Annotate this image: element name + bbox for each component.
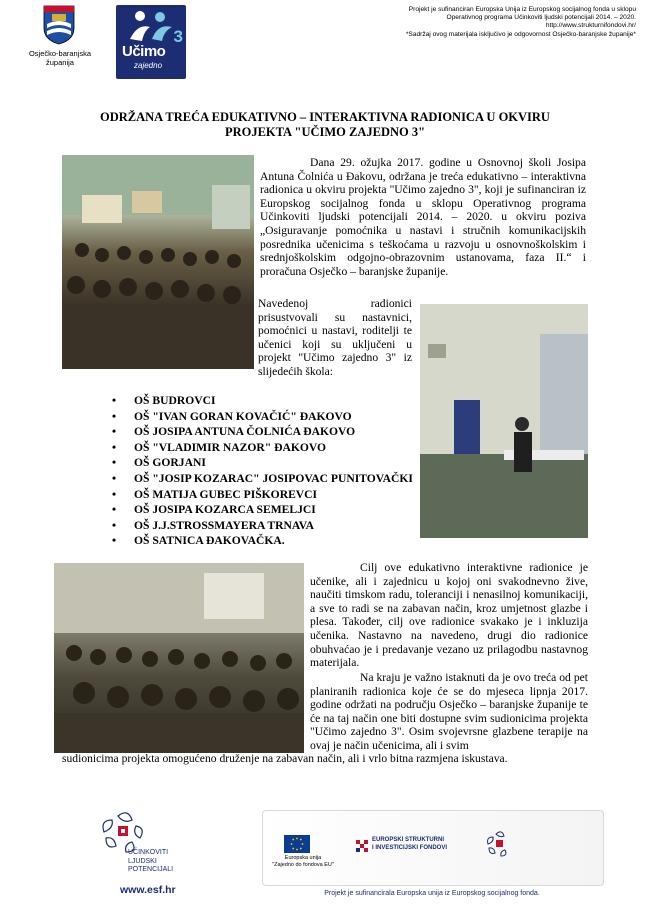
bullet-icon: • — [112, 534, 117, 548]
bullet-icon: • — [112, 518, 117, 532]
list-item: • OŠ GORJANI — [112, 456, 206, 470]
bullet-icon: • — [112, 409, 117, 423]
schools-list — [112, 393, 413, 549]
conclusion-paragraph: Na kraju je važno istaknuti da je ovo treća od pet planiranih radionica koje će se do mjeseca lipnja 2017. godine održati na području Osječko – baranjske županije te će na taj način one biti dostupne svim sudionicima projekta "Učimo zajedno 3". Osim svojevrsne glazbene terapije na ovaj je način učenicima, ali i svim — [310, 671, 588, 752]
conclusion-paragraph-end: sudionicima projekta omogućeno druženje na zabavan način, ali i vrlo bitna razmjena iskustava. — [62, 752, 508, 765]
header-line-2: Operativnog programa Učinkoviti ljudski potencijali 2014. – 2020. — [446, 14, 636, 22]
footer-funding-note: Projekt je sufinancirala Europska unija iz Europskog socijalnog fonda. — [324, 890, 540, 897]
list-item: • OŠ "JOSIP KOZARAC" JOSIPOVAC PUNITOVAČKI — [112, 471, 413, 485]
logo-subtitle: zajedno — [134, 61, 163, 70]
logo-number: 3 — [173, 27, 183, 46]
list-item: • OŠ JOSIPA ANTUNA ČOLNIĆA ĐAKOVO — [112, 425, 356, 439]
county-coat-of-arms-icon — [42, 4, 76, 46]
bullet-icon: • — [112, 394, 117, 407]
list-item: • OŠ JOSIPA KOZARCA SEMELJCI — [112, 503, 316, 517]
list-item: • OŠ BUDROVCI — [112, 394, 216, 407]
ucimo-zajedno-logo — [116, 5, 186, 79]
header-line-1: Projekt je sufinanciran Europska Unija iz Europskog socijalnog fonda u sklopu — [408, 6, 636, 13]
list-item: • OŠ "IVAN GORAN KOVAČIĆ" ĐAKOVO — [112, 409, 352, 423]
list-item: • OŠ MATIJA GUBEC PIŠKOREVCI — [112, 487, 318, 501]
page-title — [60, 110, 590, 140]
structural-funds-label: EUROPSKI STRUKTURNI I INVESTICIJSKI FONDOVI — [372, 837, 448, 851]
goal-paragraph: Cilj ove edukativno interaktivne radionice je učenike, ali i zajednicu u kojoj oni svakodnevno žive, naučiti timskom radu, toleranciji i nenasilnoj komunikaciji, a sve to radi se na zabavan način, kroz umjetnost glazbe i plesa. Također, cilj ove radionice svakako je i inkluzija učenika. Nastavno na navedeno, drugi dio radionice obuhvaćao je i predavanje vezano uz prilagodbu nastavnog materijala. — [310, 561, 588, 670]
esf-website-link[interactable]: www.esf.hr — [120, 884, 176, 896]
list-item: • OŠ J.J.STROSSMAYERA TRNAVA — [112, 518, 314, 532]
workshop-audience-photo — [62, 155, 254, 369]
intro-paragraph: Dana 29. ožujka 2017. godine u Osnovnoj školi Josipa Antuna Čolnića u Đakovu, održana je treća edukativno – interaktivna radionica u okviru projekta "Učimo zajedno 3", koji je sufinanciran iz Europskog socijalnog fonda u sklopu Operativnog programa Učinkoviti ljudski potencijali 2014. – 2020. u okviru poziva „Osiguravanje pomoćnika u nastavi i stručnih komunikacijskih posrednika učenicima s teškoćama u razvoju u osnovnoškolskim i srednjoškolskim odgojno-obrazovnim ustanovama, faza II.“ i proračuna Osječko – baranjske županije. — [260, 156, 586, 278]
header-funding-note — [356, 6, 636, 39]
county-name: Osječko-baranjska županija — [28, 49, 92, 67]
presenter-classroom-photo — [420, 304, 588, 538]
header-line-4: *Sadržaj ovog materijala isključivo je odgovornost Osječko-baranjske županije* — [405, 30, 636, 38]
workshop-participants-photo — [54, 563, 304, 753]
bullet-icon: • — [112, 471, 117, 485]
children-figures-icon — [126, 9, 176, 43]
eu-label: Europska unija "Zajedno do fondova EU" — [272, 855, 334, 868]
eu-flag-icon — [284, 835, 310, 853]
title-line-1: ODRŽANA TREĆA EDUKATIVNO – INTERAKTIVNA RADIONICA U OKVIRU — [100, 110, 550, 124]
attendees-paragraph: Navedenoj radionici prisustvovali su nastavnici, pomoćnici u nastavi, roditelji te učenici koji su uključeni u projekt "Učimo zajedno 3" iz slijedećih škola: — [258, 297, 412, 378]
header-line-3[interactable]: http://www.strukturnifondovi.hr/ — [545, 22, 636, 30]
esf-program-label: UČINKOVITI LJUDSKI POTENCIJALI — [128, 849, 174, 873]
bullet-icon: • — [112, 440, 117, 454]
bullet-icon: • — [112, 503, 117, 517]
esf-small-logo-icon — [484, 828, 524, 868]
title-line-2: PROJEKTA "UČIMO ZAJEDNO 3" — [224, 125, 426, 139]
list-item: • OŠ "VLADIMIR NAZOR" ĐAKOVO — [112, 440, 327, 454]
logo-name: Učimo — [122, 43, 166, 60]
bullet-icon: • — [112, 456, 117, 470]
bullet-icon: • — [112, 425, 117, 439]
list-item: • OŠ SATNICA ĐAKOVAČKA. — [112, 534, 285, 548]
bullet-icon: • — [112, 487, 117, 501]
